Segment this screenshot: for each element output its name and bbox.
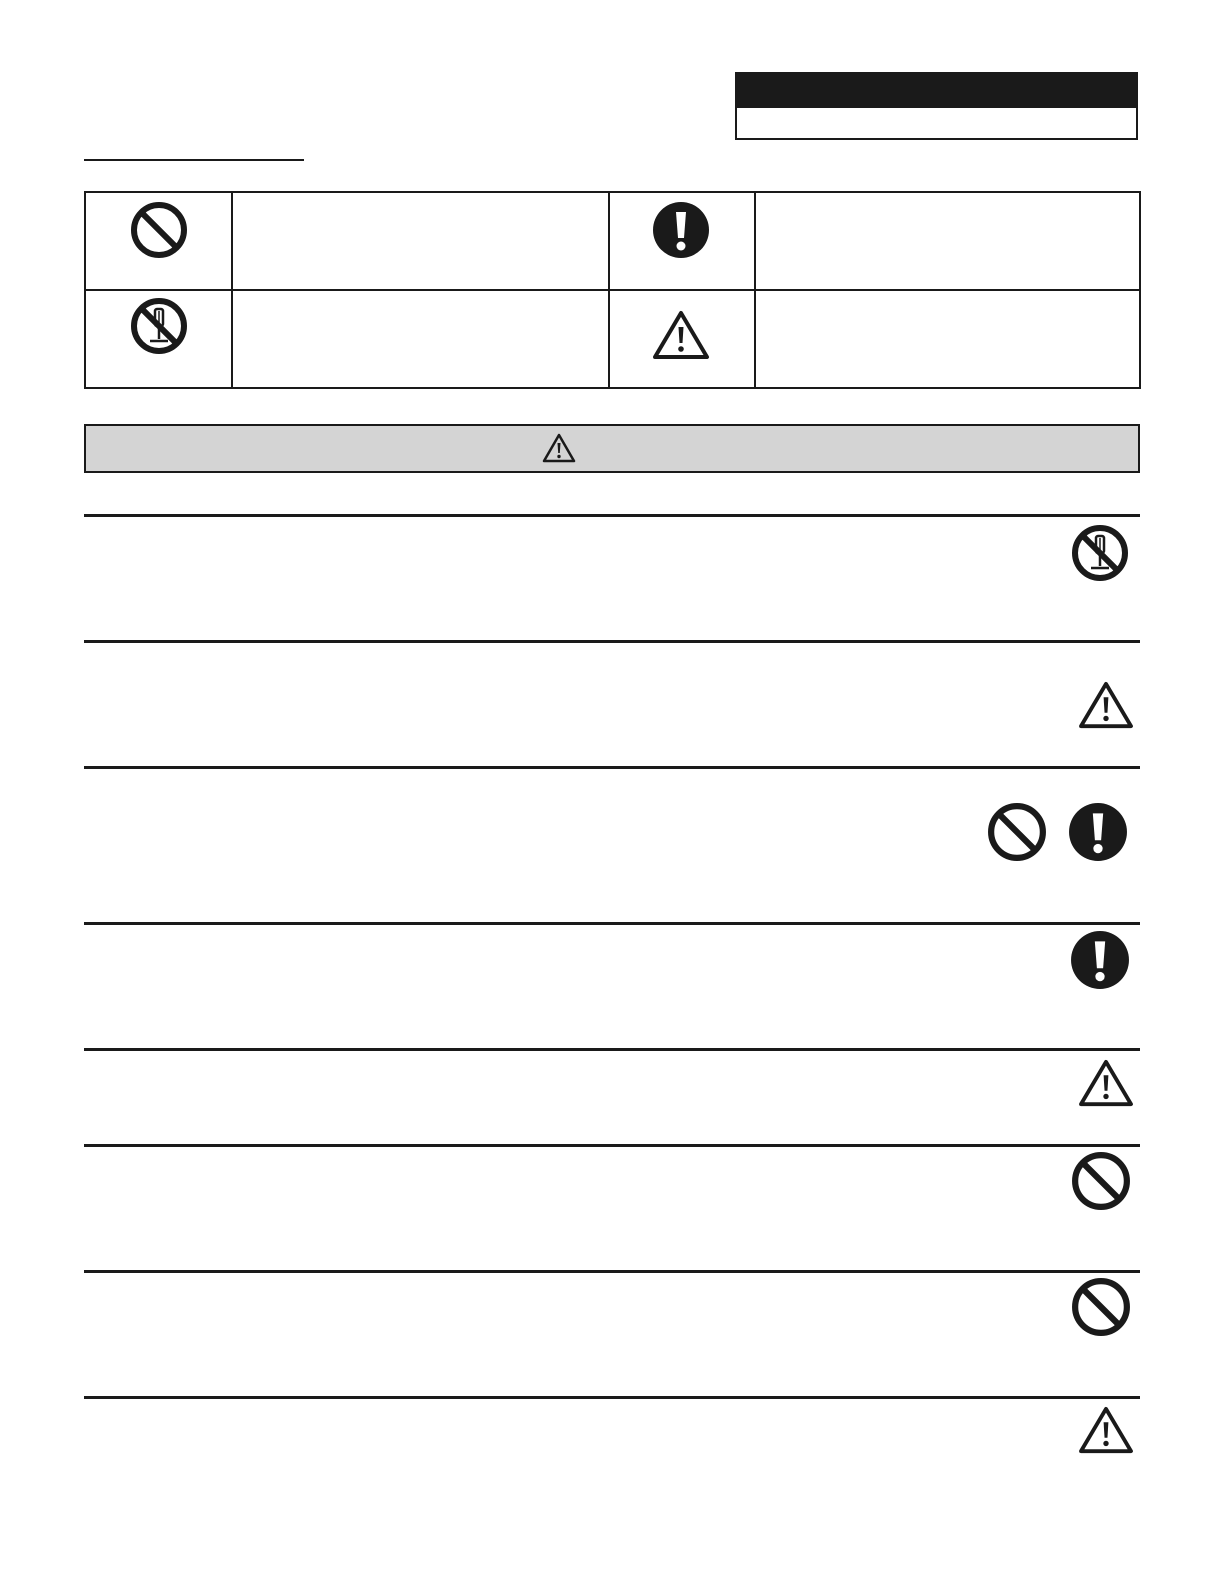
item-divider (84, 1270, 1140, 1273)
item-divider (84, 1396, 1140, 1399)
item-divider (84, 1048, 1140, 1051)
do-not-disassemble-icon (1071, 524, 1129, 582)
header-title-bar (737, 74, 1136, 108)
mandatory-action-icon (1070, 930, 1130, 990)
list-item (84, 926, 1044, 1044)
list-item (84, 644, 1044, 762)
list-item (84, 1148, 1044, 1266)
warning-triangle-icon (1078, 1058, 1134, 1108)
item-divider (84, 1144, 1140, 1147)
mandatory-action-icon (652, 201, 710, 259)
warning-triangle-icon (1078, 680, 1134, 730)
list-item (84, 770, 964, 918)
symbol-legend-table (84, 191, 1141, 389)
warning-triangle-icon (652, 309, 710, 361)
mandatory-action-icon (1068, 802, 1128, 862)
warning-triangle-icon (542, 432, 576, 464)
prohibition-icon (1071, 1151, 1131, 1211)
list-item (84, 518, 1044, 636)
prohibition-icon (130, 201, 188, 259)
section-heading-underline (84, 159, 304, 161)
warning-triangle-icon (1078, 1405, 1134, 1455)
list-item (84, 1052, 1044, 1140)
item-divider (84, 640, 1140, 643)
list-item (84, 1400, 1044, 1518)
item-divider (84, 514, 1140, 517)
list-item (84, 1274, 1044, 1392)
item-divider (84, 922, 1140, 925)
prohibition-icon (1071, 1277, 1131, 1337)
item-divider (84, 766, 1140, 769)
do-not-disassemble-icon (130, 297, 188, 355)
header-box (735, 72, 1138, 140)
prohibition-icon (987, 802, 1047, 862)
warning-banner (84, 424, 1140, 473)
